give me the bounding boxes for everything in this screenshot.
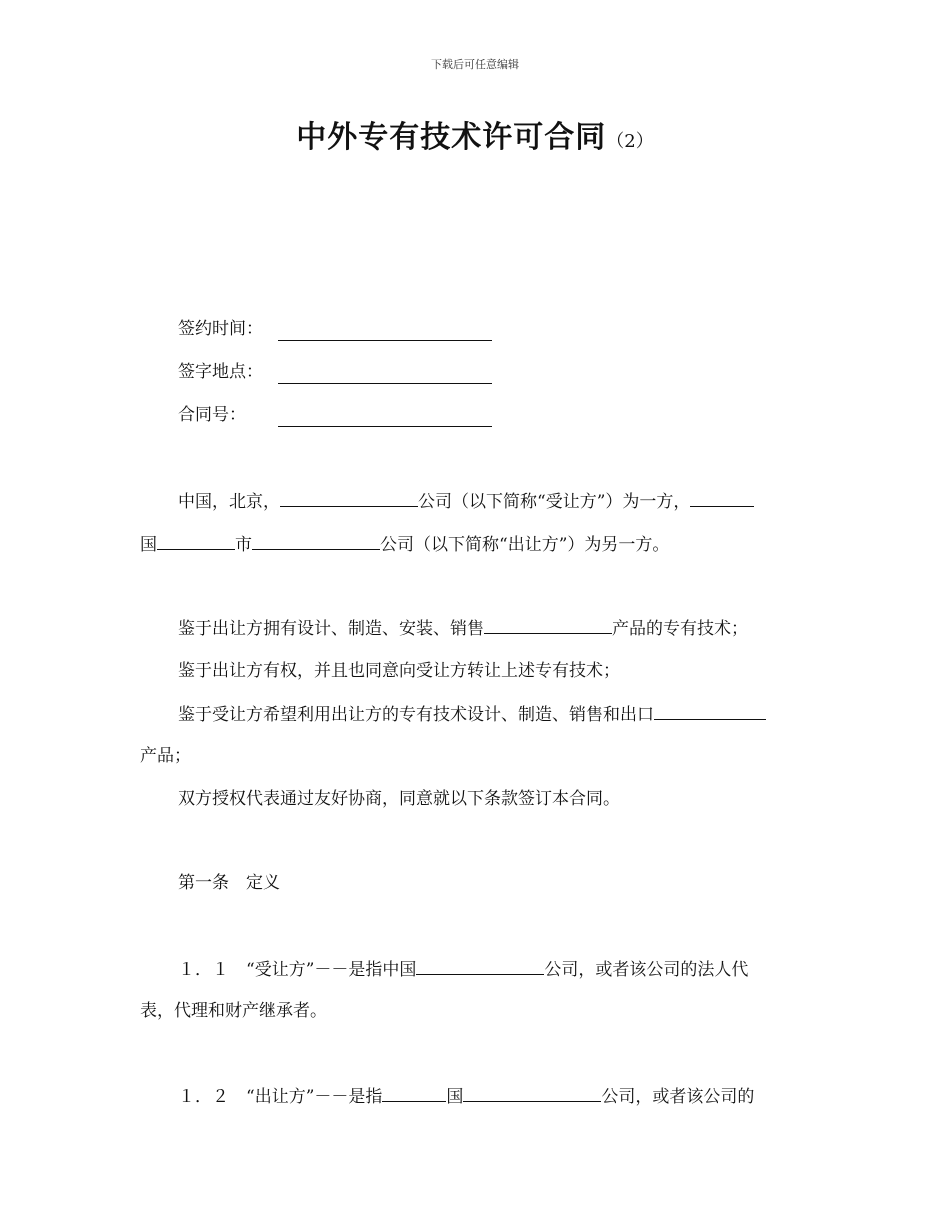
clause-1-2 <box>178 1083 754 1110</box>
blank <box>690 488 754 507</box>
recital-text: 鉴于出让方有权，并且也同意向受让方转让上述专有技术； <box>178 661 620 681</box>
recital-text: 鉴于受让方希望利用出让方的专有技术设计、制造、销售和出口 <box>178 705 654 725</box>
clause-text: 公司，或者该公司的法人代 <box>544 960 749 980</box>
recital-1 <box>178 615 748 642</box>
contract-no-label: 合同号： <box>178 405 246 425</box>
sign-place-blank <box>278 365 492 384</box>
parties-text: 公司（以下简称“受让方”）为一方， <box>418 492 691 512</box>
blank <box>484 615 612 634</box>
recital-3 <box>178 701 766 728</box>
recital-text: 产品的专有技术； <box>612 619 748 639</box>
title-main: 中外专有技术许可合同 <box>296 120 607 155</box>
contract-no-blank <box>278 408 492 427</box>
sign-place-label: 签字地点： <box>178 362 263 382</box>
contract-no-field <box>178 402 492 428</box>
title-suffix: （2） <box>606 131 654 152</box>
parties-line-2 <box>140 531 669 558</box>
blank <box>654 701 766 720</box>
clause-text: 表，代理和财产继承者。 <box>140 1001 327 1021</box>
recital-3-cont <box>140 743 191 769</box>
parties-text: 中国，北京， <box>178 492 280 512</box>
parties-text: 公司（以下简称“出让方”）为另一方。 <box>380 535 670 555</box>
sign-time-label: 签约时间： <box>178 319 263 339</box>
recital-4 <box>178 786 620 812</box>
blank <box>252 531 380 550</box>
blank <box>280 488 418 507</box>
article-heading: 第一条 定义 <box>178 873 280 893</box>
blank <box>463 1083 601 1102</box>
parties-text: 国 <box>140 535 157 555</box>
parties-text: 市 <box>235 535 252 555</box>
sign-time-blank <box>278 322 492 341</box>
recital-text: 产品； <box>140 746 191 766</box>
clause-text: １．１ “受让方”－－是指中国 <box>178 960 417 980</box>
recital-2 <box>178 658 620 684</box>
clause-1-1 <box>178 956 748 983</box>
clause-1-1-cont <box>140 998 327 1024</box>
clause-text: １．２ “出让方”－－是指 <box>178 1087 383 1107</box>
clause-text: 国 <box>446 1087 464 1107</box>
document-title <box>0 112 950 156</box>
clause-text: 公司，或者该公司的 <box>601 1087 755 1107</box>
article-1-heading <box>178 870 280 896</box>
parties-line-1 <box>178 488 754 515</box>
recital-text: 双方授权代表通过友好协商，同意就以下条款签订本合同。 <box>178 789 620 809</box>
sign-time-field <box>178 316 492 342</box>
blank <box>382 1083 446 1102</box>
recital-text: 鉴于出让方拥有设计、制造、安装、销售 <box>178 619 484 639</box>
blank <box>157 531 235 550</box>
blank <box>416 956 544 975</box>
header-note: 下载后可任意编辑 <box>431 58 519 71</box>
sign-place-field <box>178 359 492 385</box>
